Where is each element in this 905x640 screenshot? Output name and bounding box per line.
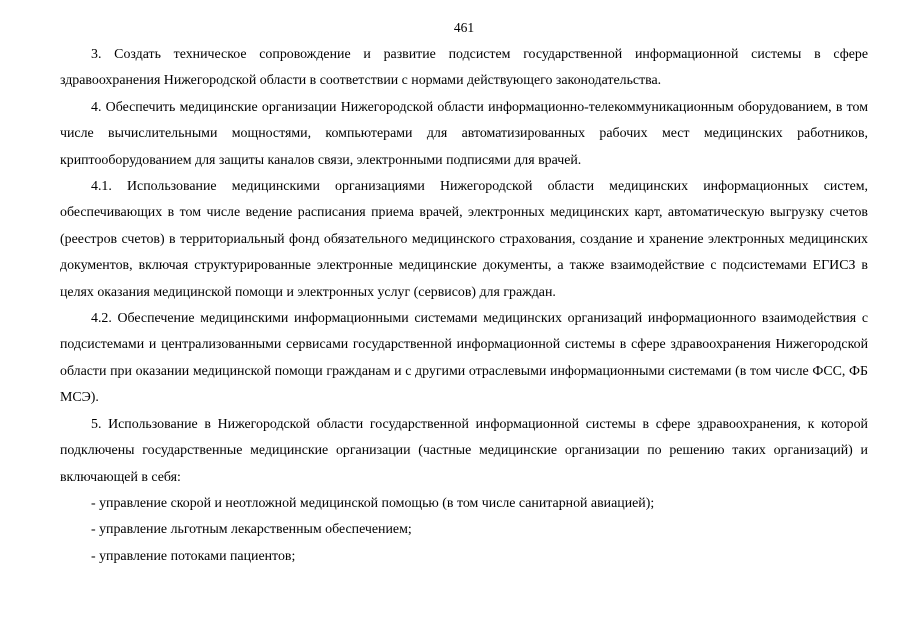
paragraph-4: 4. Обеспечить медицинские организации Нижегородской области информационно-телекоммуникационным оборудованием, в том числе вычислительными мощностями, компьютерами для автоматизированных рабочих мест медицинских работников, криптооборудованием для защиты каналов связи, электронными подписями для врачей.: [60, 99, 868, 168]
document-page: [60, 0, 868, 640]
paragraph-4-2: 4.2. Обеспечение медицинскими информационными системами медицинских организаций информационного взаимодействия с подсистемами и централизованными сервисами государственной информационной системы в сфере здравоохранения Нижегородской области при оказании медицинской помощи гражданам и с другими отраслевыми информационными системами (в том числе ФСС, ФБ МСЭ).: [60, 311, 868, 406]
document-body: [60, 42, 868, 570]
list-item-emergency-care: - управление скорой и неотложной медицинской помощью (в том числе санитарной авиацией);: [91, 495, 655, 511]
paragraph-3: 3. Создать техническое сопровождение и развитие подсистем государственной информационной системы в сфере здравоохранения Нижегородской области в соответствии с нормами действующего законодательства.: [60, 47, 868, 89]
page-number: 461: [453, 20, 475, 35]
list-item-drug-provision: - управление льготным лекарственным обеспечением;: [91, 522, 412, 538]
paragraph-4-1: 4.1. Использование медицинскими организациями Нижегородской области медицинских информационных систем, обеспечивающих в том числе ведение расписания приема врачей, электронных медицинских карт, автоматическую выгрузку счетов (реестров счетов) в территориальный фонд обязательного медицинского страхования, создание и хранение электронных медицинских документов, включая структурированные электронные медицинские документы, а также взаимодействие с подсистемами ЕГИСЗ в целях оказания медицинской помощи и электронных услуг (сервисов) для граждан.: [60, 179, 868, 300]
paragraph-5: 5. Использование в Нижегородской области государственной информационной системы в сфере здравоохранения, к которой подключены государственные медицинские организации (частные медицинские организации по решению таких организаций) и включающей в себя:: [60, 416, 868, 485]
list-item-patient-flow: - управление потоками пациентов;: [91, 548, 296, 564]
